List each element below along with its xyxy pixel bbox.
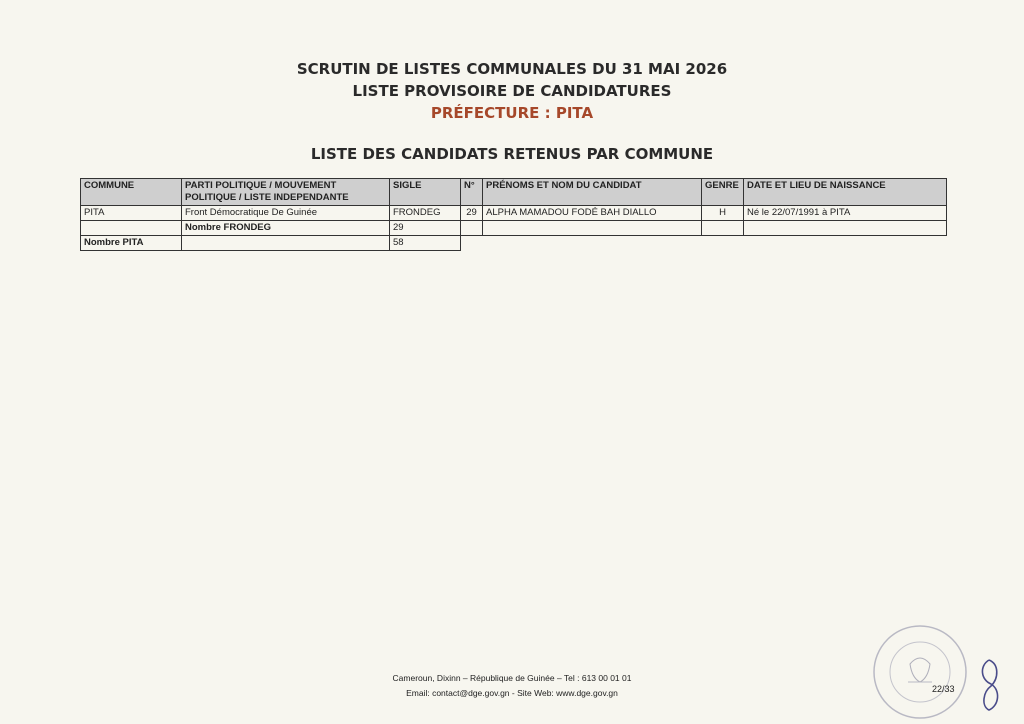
signature-mark: [975, 656, 1005, 716]
election-title: SCRUTIN DE LISTES COMMUNALES DU 31 MAI 2026: [296, 60, 728, 78]
cell-parti: Front Démocratique De Guinée: [182, 206, 390, 221]
header-genre: GENRE: [702, 179, 744, 206]
subtotal-row: [81, 221, 947, 236]
total-label: Nombre PITA: [81, 236, 182, 251]
cell-sigle: FRONDEG: [390, 206, 461, 221]
footer-address: Cameroun, Dixinn – République de Guinée – Tel : 613 00 01 01: [392, 673, 632, 683]
subtotal-label: Nombre FRONDEG: [182, 221, 390, 236]
document-header: [0, 58, 1024, 124]
section-title: LISTE DES CANDIDATS RETENUS PAR COMMUNE: [310, 145, 714, 163]
list-title: LISTE PROVISOIRE DE CANDIDATURES: [352, 82, 672, 100]
header-candidat: PRÉNOMS ET NOM DU CANDIDAT: [483, 179, 702, 206]
prefecture-title: PRÉFECTURE : PITA: [430, 104, 594, 122]
footer-contact: Email: contact@dge.gov.gn - Site Web: www.dge.gov.gn: [406, 688, 618, 698]
table-header-row: [81, 179, 947, 206]
total-value: 58: [390, 236, 461, 251]
cell-naissance: Né le 22/07/1991 à PITA: [744, 206, 947, 221]
header-commune: COMMUNE: [81, 179, 182, 206]
candidates-table: [80, 178, 947, 251]
cell-commune: PITA: [81, 206, 182, 221]
cell-num: 29: [461, 206, 483, 221]
header-parti: PARTI POLITIQUE / MOUVEMENT POLITIQUE / LISTE INDEPENDANTE: [182, 179, 390, 206]
subtotal-value: 29: [390, 221, 461, 236]
header-naissance: DATE ET LIEU DE NAISSANCE: [744, 179, 947, 206]
header-num: N°: [461, 179, 483, 206]
header-sigle: SIGLE: [390, 179, 461, 206]
cell-candidat: ALPHA MAMADOU FODÉ BAH DIALLO: [483, 206, 702, 221]
total-row: [81, 236, 947, 251]
official-stamp: [870, 622, 970, 722]
cell-genre: H: [702, 206, 744, 221]
page-number: 22/33: [932, 684, 955, 694]
table-row: [81, 206, 947, 221]
